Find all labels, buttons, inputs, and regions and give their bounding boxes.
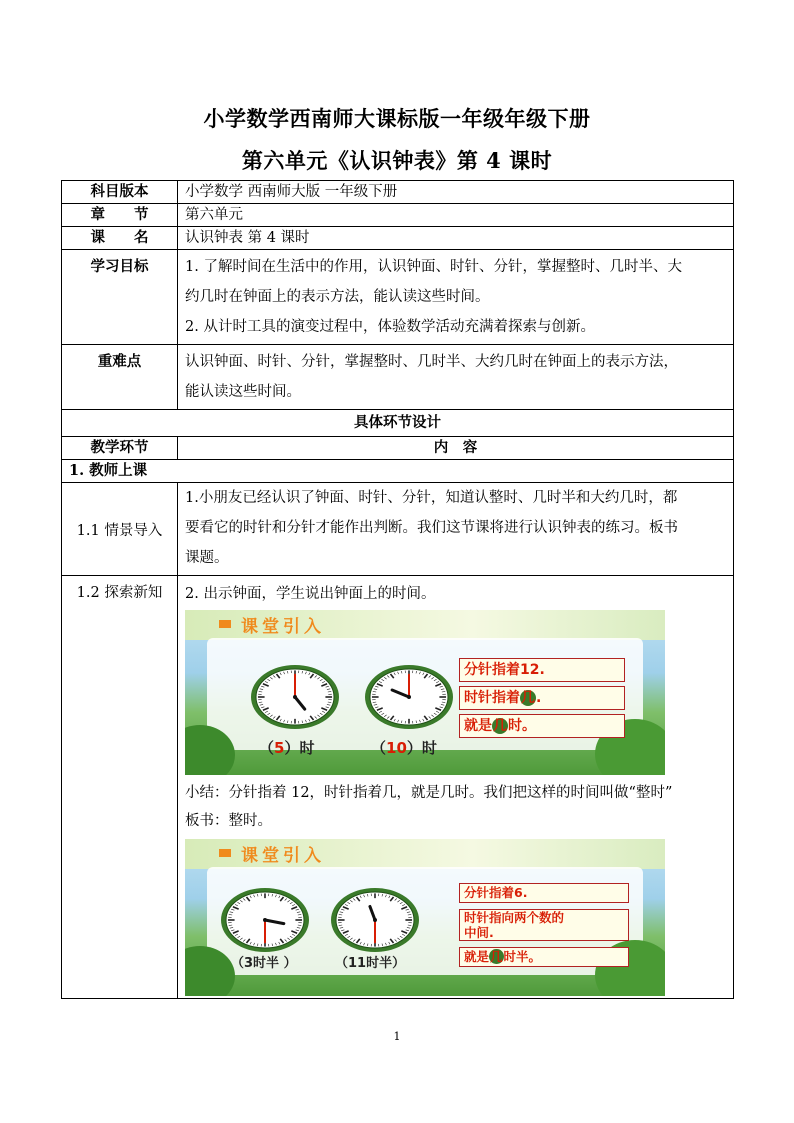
step-row-explore: [62, 576, 734, 999]
rule-box: 分针指着6.: [459, 883, 629, 903]
lesson-plan-table: [61, 180, 734, 999]
objectives-line: 2. 从计时工具的演变过程中，体验数学活动充满着探索与创新。: [185, 319, 595, 335]
rule-text: 时。: [508, 718, 536, 734]
step-content: [178, 576, 734, 999]
rule-text: .: [536, 690, 542, 706]
objectives-content: [178, 250, 734, 345]
objectives-line: 1. 了解时间在生活中的作用，认识钟面、时针、分针，掌握整时、几时半、大: [185, 259, 682, 275]
slide-header: [185, 839, 665, 869]
design-header-row: [62, 410, 734, 437]
time-answer-label: [259, 734, 314, 762]
rule-text: 就是: [464, 718, 492, 734]
document-subtitle: 第六单元《认识钟表》第 4 课时: [241, 148, 553, 173]
slide-header: [185, 610, 665, 640]
document-title: 小学数学西南师大课标版一年级年级下册: [203, 106, 591, 131]
rule-highlight: 几: [493, 718, 507, 734]
rule-text: 中间.: [464, 925, 494, 940]
rule-box: [459, 909, 629, 941]
slide-half-hours: [185, 839, 665, 996]
hour-answer: 10: [386, 739, 407, 757]
step-line: 课题。: [185, 550, 229, 566]
rule-highlight: 几: [521, 690, 535, 706]
slide-header-marker-icon: [219, 849, 231, 857]
rule-text: 时针指向两个数的: [464, 910, 565, 925]
key-points-row: [62, 345, 734, 410]
slide-header-marker-icon: [219, 620, 231, 628]
page-number: 1: [393, 1030, 401, 1043]
step-row-intro: [62, 483, 734, 576]
summary-line: 小结：分针指着 12，时针指着几，就是几时。我们把这样的时间叫做“整时”: [185, 785, 673, 801]
slide-whole-hours: [185, 610, 665, 775]
paren-open: （: [371, 739, 387, 757]
objectives-label: 学习目标: [62, 250, 178, 345]
objectives-row: [62, 250, 734, 345]
rule-text: 时针指着: [464, 690, 520, 706]
objectives-line: 约几时在钟面上的表示方法，能认读这些时间。: [185, 289, 490, 305]
step-label: 1.1 情景导入: [62, 483, 178, 576]
rule-box: [459, 947, 629, 967]
clock-pivot: [407, 695, 411, 699]
rule-box: [459, 686, 625, 710]
clock-pivot: [263, 918, 267, 922]
info-label: 章 节: [62, 204, 178, 227]
info-label: 课 名: [62, 227, 178, 250]
info-row-lesson: [62, 227, 734, 250]
time-answer-label: （11时半）: [335, 956, 406, 971]
paren-open: （: [259, 739, 275, 757]
time-answer-label: [371, 734, 437, 762]
label-suffix: ）时: [284, 739, 315, 757]
summary-line: 板书：整时。: [185, 813, 272, 829]
stage-column-header: 教学环节: [62, 437, 178, 460]
section-title: 1. 教师上课: [62, 460, 734, 483]
clock-face: [327, 885, 423, 955]
slide-header-title: 课堂引入: [241, 846, 325, 866]
clock-face: [247, 662, 343, 732]
key-points-line: 认识钟面、时针、分针，掌握整时、几时半、大约几时在钟面上的表示方法，: [185, 354, 678, 370]
key-points-line: 能认读这些时间。: [185, 384, 301, 400]
info-label: 科目版本: [62, 181, 178, 204]
clock-pivot: [293, 695, 297, 699]
label-suffix: ）时: [406, 739, 437, 757]
step-line: 1.小朋友已经认识了钟面、时针、分针，知道认整时、几时半和大约几时，都: [185, 490, 678, 506]
step-label: 1.2 探索新知: [62, 576, 178, 999]
clock-pivot: [373, 918, 377, 922]
info-value: 认识钟表 第 4 课时: [178, 227, 734, 250]
rule-text: 就是: [464, 949, 490, 964]
info-value: 小学数学 西南师大版 一年级下册: [178, 181, 734, 204]
hour-answer: 5: [274, 739, 285, 757]
clock-face: [217, 885, 313, 955]
step-line: 2. 出示钟面，学生说出钟面上的时间。: [185, 586, 436, 602]
slide-header-title: 课堂引入: [241, 617, 325, 637]
time-answer-label: （3时半 ）: [231, 956, 297, 971]
step-content: [178, 483, 734, 576]
section-row: [62, 460, 734, 483]
column-header-row: [62, 437, 734, 460]
step-line: 要看它的时针和分针才能作出判断。我们这节课将进行认识钟表的练习。板书: [185, 520, 678, 536]
content-column-header: 内 容: [178, 437, 734, 460]
rule-text: 时半。: [503, 949, 542, 964]
rule-box: [459, 714, 625, 738]
info-value: 第六单元: [178, 204, 734, 227]
info-row-subject: [62, 181, 734, 204]
clock-face: [361, 662, 457, 732]
rule-box: 分针指着12.: [459, 658, 625, 682]
key-points-content: [178, 345, 734, 410]
design-header: 具体环节设计: [62, 410, 734, 437]
info-row-chapter: [62, 204, 734, 227]
key-points-label: 重难点: [62, 345, 178, 410]
rule-highlight: 几: [490, 949, 503, 964]
